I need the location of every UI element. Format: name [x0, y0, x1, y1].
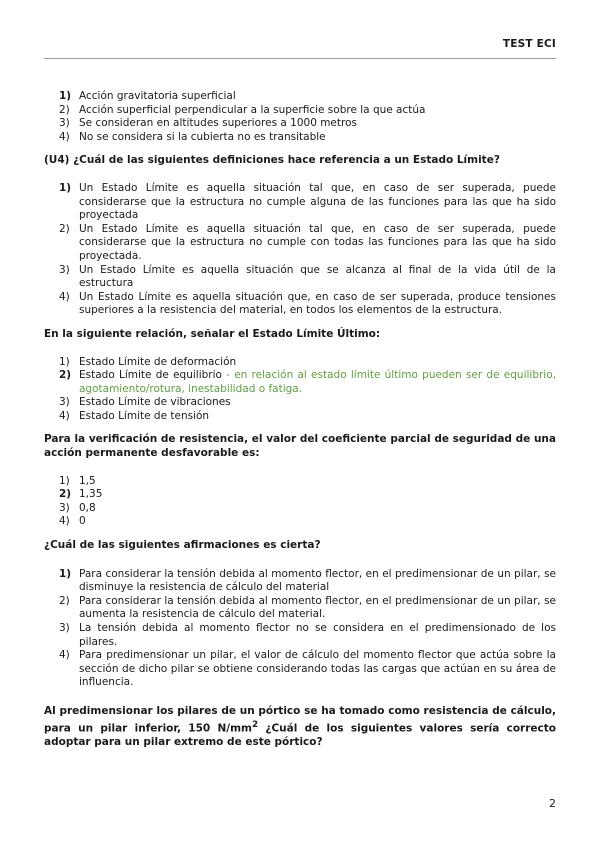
answer-option — [44, 568, 556, 595]
option-number: 4) — [59, 290, 70, 303]
option-text: Un Estado Límite es aquella situación tal que, en caso de ser superada, puede considerarse que la estructura no cumple con todas las funciones para las que ha sido proyectada. — [79, 222, 556, 262]
answer-list-5 — [44, 568, 556, 690]
option-text: 0,8 — [79, 501, 96, 514]
option-text: Acción superficial perpendicular a la superficie sobre la que actúa — [79, 103, 426, 116]
option-number: 1) — [59, 90, 72, 102]
answer-option — [44, 182, 556, 223]
question-2: (U4) ¿Cuál de las siguientes definiciones hace referencia a un Estado Límite? — [44, 154, 500, 167]
question-4: Para la verificación de resistencia, el valor del coeficiente parcial de seguridad de una acción permanente desfavorable es: — [44, 433, 556, 460]
option-text: Se consideran en altitudes superiores a 1000 metros — [79, 117, 357, 130]
answer-list-4 — [44, 475, 556, 529]
option-number: 3) — [59, 501, 70, 514]
header-title: TEST ECI — [502, 38, 556, 50]
option-text: La tensión debida al momento flector no se considera en el predimensionado de los pilares. — [79, 622, 556, 648]
header-divider — [44, 58, 556, 59]
question-6-superscript: 2 — [251, 719, 259, 730]
answer-option — [44, 622, 556, 649]
option-number: 3) — [59, 396, 70, 409]
option-text: Un Estado Límite es aquella situación que, en caso de ser superada, produce tensiones superiores a la resistencia del material, en todos los elementos de la estructura. — [79, 290, 556, 317]
answer-option — [44, 649, 556, 690]
option-number: 3) — [59, 117, 70, 130]
option-text: Acción gravitatoria superficial — [79, 90, 236, 102]
option-number: 2) — [59, 222, 70, 235]
option-text: Estado Límite de deformación — [79, 355, 237, 368]
option-text: Para considerar la tensión debida al momento flector, en el predimensionar de un pilar, se aumenta la resistencia de cálculo del material. — [79, 594, 556, 621]
option-number: 1) — [59, 474, 70, 487]
option-number: 3) — [59, 263, 70, 276]
answer-option — [44, 369, 556, 396]
answer-list-2 — [44, 182, 556, 318]
question-6-text-end: ¿Cuál de los siguientes valores sería correcto adoptar para un pilar extremo de este pórtico? — [44, 722, 556, 748]
option-number: 1) — [59, 355, 70, 368]
option-text: Estado Límite de equilibrio — [79, 369, 222, 382]
question-6 — [44, 705, 556, 749]
answer-option — [44, 104, 556, 118]
question-3: En la siguiente relación, señalar el Estado Límite Último: — [44, 327, 381, 340]
answer-option — [44, 475, 556, 489]
option-text: No se considera si la cubierta no es transitable — [79, 130, 326, 143]
option-text: 0 — [79, 515, 86, 528]
question-6-text: Al predimensionar los pilares de un pórtico se ha tomado como resistencia de cálculo, para un pilar inferior, 150 N/mm — [44, 704, 556, 735]
option-number: 2) — [59, 488, 72, 501]
option-number: 1) — [59, 181, 72, 194]
answer-option — [44, 117, 556, 131]
option-text: Un Estado Límite es aquella situación que se alcanza al final de la vida útil de la estructura — [79, 263, 556, 290]
option-text: Estado Límite de tensión — [79, 409, 210, 422]
option-number: 4) — [59, 649, 70, 662]
answer-option — [44, 488, 556, 502]
option-text: 1,35 — [79, 488, 103, 501]
answer-option — [44, 595, 556, 622]
answer-option — [44, 264, 556, 291]
option-number: 2) — [59, 594, 70, 607]
option-text: Estado Límite de vibraciones — [79, 396, 231, 409]
answer-list-1 — [44, 90, 556, 144]
option-number: 4) — [59, 130, 70, 143]
answer-option — [44, 410, 556, 424]
page-content — [44, 90, 556, 749]
question-5: ¿Cuál de las siguientes afirmaciones es cierta? — [44, 539, 321, 552]
answer-option — [44, 223, 556, 264]
option-text: Para considerar la tensión debida al momento flector, en el predimensionar de un pilar, se disminuye la resistencia de cálculo del material — [79, 567, 556, 594]
answer-option — [44, 291, 556, 318]
option-number: 2) — [59, 103, 70, 116]
option-text: Un Estado Límite es aquella situación tal que, en caso de ser superada, puede considerarse que la estructura no cumple alguna de las funciones para las que ha sido proyectada — [79, 181, 556, 222]
option-number: 4) — [59, 409, 70, 422]
option-number: 1) — [59, 567, 72, 580]
answer-option — [44, 356, 556, 370]
answer-note: - en relación al estado límite último pueden ser de equilibrio, agotamiento/rotura, inestabilidad o fatiga. — [79, 369, 556, 395]
answer-option — [44, 131, 556, 145]
answer-option — [44, 396, 556, 410]
option-number: 2) — [59, 369, 72, 382]
option-text: 1,5 — [79, 474, 96, 487]
page-number: 2 — [549, 797, 556, 810]
option-text: Para predimensionar un pilar, el valor de cálculo del momento flector que actúa sobre la sección de dicho pilar se obtiene considerando todas las cargas que actúan en su área de influencia. — [79, 649, 556, 689]
answer-option — [44, 515, 556, 529]
answer-option — [44, 90, 556, 104]
option-number: 3) — [59, 622, 70, 634]
option-number: 4) — [59, 515, 70, 528]
answer-option — [44, 502, 556, 516]
answer-list-3 — [44, 356, 556, 424]
